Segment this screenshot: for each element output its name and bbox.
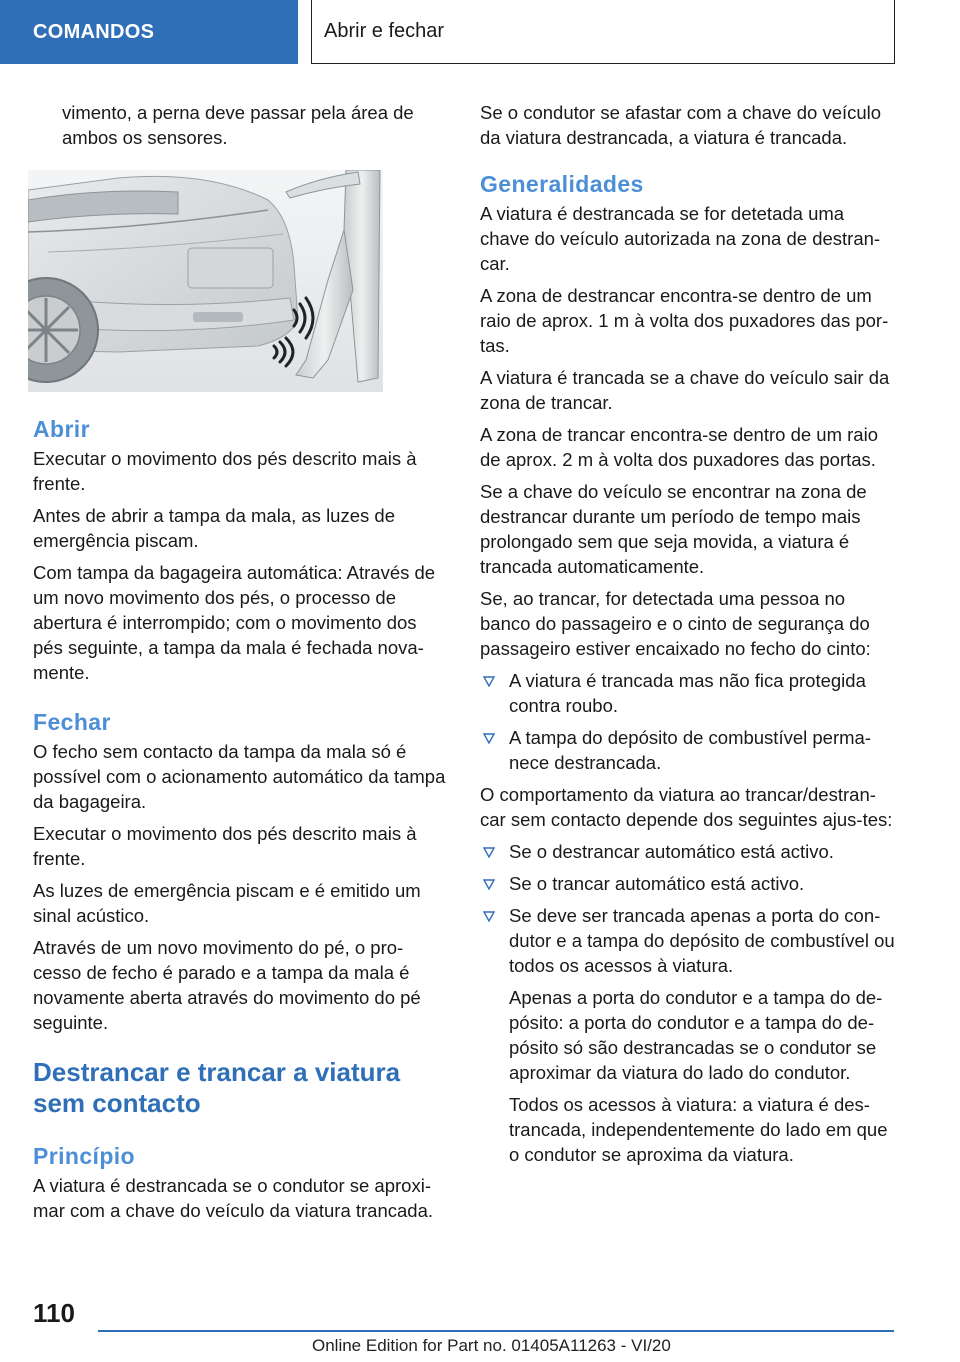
section-tab (0, 0, 298, 64)
fechar-paragraph-4: Através de um novo movimento do pé, o pro-cesso de fecho é parado e a tampa da mala é novamente aberta através do movimento do pé seguinte. (33, 937, 421, 1033)
list-item (480, 725, 895, 775)
list-item (480, 668, 895, 718)
list-item-text: Se o trancar automático está activo. (509, 873, 805, 894)
tailgate-illustration (28, 170, 383, 392)
triangle-bullet-icon (483, 676, 495, 687)
principio-paragraph: A viatura é destrancada se o condutor se aproxi-mar com a chave do veículo da viatura trancada. (33, 1175, 434, 1221)
fechar-heading: Fechar (33, 709, 111, 735)
left-intro-paragraph: vimento, a perna deve passar pela área de ambos os sensores. (62, 102, 414, 148)
list-item (480, 903, 895, 978)
section-title: COMANDOS (33, 20, 155, 43)
sub-paragraph-2: Todos os acessos à viatura: a viatura é des-trancada, independentemente do lado em que o condutor se aproxima da viatura. (509, 1094, 888, 1165)
destrancar-heading: Destrancar e trancar a viatura sem contacto (33, 1057, 401, 1118)
list-item-text: A viatura é trancada mas não fica protegida contra roubo. (509, 670, 866, 716)
principio-heading: Princípio (33, 1143, 136, 1169)
triangle-bullet-icon (483, 733, 495, 744)
fechar-paragraph-3: As luzes de emergência piscam e é emitido um sinal acústico. (33, 880, 421, 926)
generalidades-paragraph-2: A zona de destrancar encontra-se dentro de um raio de aprox. 1 m à volta dos puxadores das por-tas. (480, 285, 889, 356)
chapter-tab (311, 0, 895, 64)
list-item-text: Se deve ser trancada apenas a porta do con-dutor e a tampa do depósito de combustível ou todos os acessos à viatura. (509, 905, 895, 976)
bullet-list-1 (480, 668, 895, 775)
list-item (480, 839, 895, 864)
right-intro-paragraph: Se o condutor se afastar com a chave do veículo da viatura destrancada, a viatura é trancada. (480, 102, 882, 148)
abrir-heading: Abrir (33, 416, 90, 442)
generalidades-paragraph-4: A zona de trancar encontra-se dentro de um raio de aprox. 2 m à volta dos puxadores das portas. (480, 424, 878, 470)
list-item (480, 871, 895, 896)
abrir-paragraph-1: Executar o movimento dos pés descrito mais à frente. (33, 448, 417, 494)
generalidades-paragraph-6: Se, ao trancar, for detectada uma pessoa no banco do passageiro e o cinto de segurança do passageiro estiver encaixado no fecho do cinto: (480, 588, 871, 659)
generalidades-paragraph-7: O comportamento da viatura ao trancar/destran-car sem contacto depende dos seguintes ajus-tes: (480, 784, 893, 830)
fechar-paragraph-1: O fecho sem contacto da tampa da mala só é possível com o acionamento automático da tampa da bagageira. (33, 741, 446, 812)
generalidades-paragraph-3: A viatura é trancada se a chave do veículo sair da zona de trancar. (480, 367, 890, 413)
page-number: 110 (33, 1298, 75, 1328)
abrir-paragraph-2: Antes de abrir a tampa da mala, as luzes de emergência piscam. (33, 505, 395, 551)
right-column (480, 100, 895, 1174)
abrir-paragraph-3: Com tampa da bagageira automática: Através de um novo movimento dos pés, o processo de abertura é interrompido; com o movimento dos pés seguinte, a tampa da mala é fechada nova-mente. (33, 562, 436, 683)
list-item-text: A tampa do depósito de combustível perma-nece destrancada. (509, 727, 871, 773)
left-column (33, 100, 448, 1230)
triangle-bullet-icon (483, 879, 495, 890)
fechar-paragraph-2: Executar o movimento dos pés descrito mais à frente. (33, 823, 417, 869)
generalidades-paragraph-5: Se a chave do veículo se encontrar na zona de destrancar durante um período de tempo mais prolongado sem que seja movida, a viatura é trancada automaticamente. (480, 481, 867, 577)
footer-edition: Online Edition for Part no. 01405A11263 - VI/20 (312, 1336, 671, 1355)
generalidades-heading: Generalidades (480, 171, 644, 197)
triangle-bullet-icon (483, 847, 495, 858)
sub-paragraph-1: Apenas a porta do condutor e a tampa do de-pósito: a porta do condutor e a tampa do de-pósito só são destrancadas se o condutor se aproximar da viatura do lado do condutor. (509, 987, 883, 1083)
list-item-text: Se o destrancar automático está activo. (509, 841, 834, 862)
bullet-list-2 (480, 839, 895, 978)
chapter-title: Abrir e fechar (324, 20, 445, 42)
triangle-bullet-icon (483, 911, 495, 922)
generalidades-paragraph-1: A viatura é destrancada se for detetada uma chave do veículo autorizada na zona de destran-car. (480, 203, 881, 274)
footer-divider (98, 1330, 894, 1332)
